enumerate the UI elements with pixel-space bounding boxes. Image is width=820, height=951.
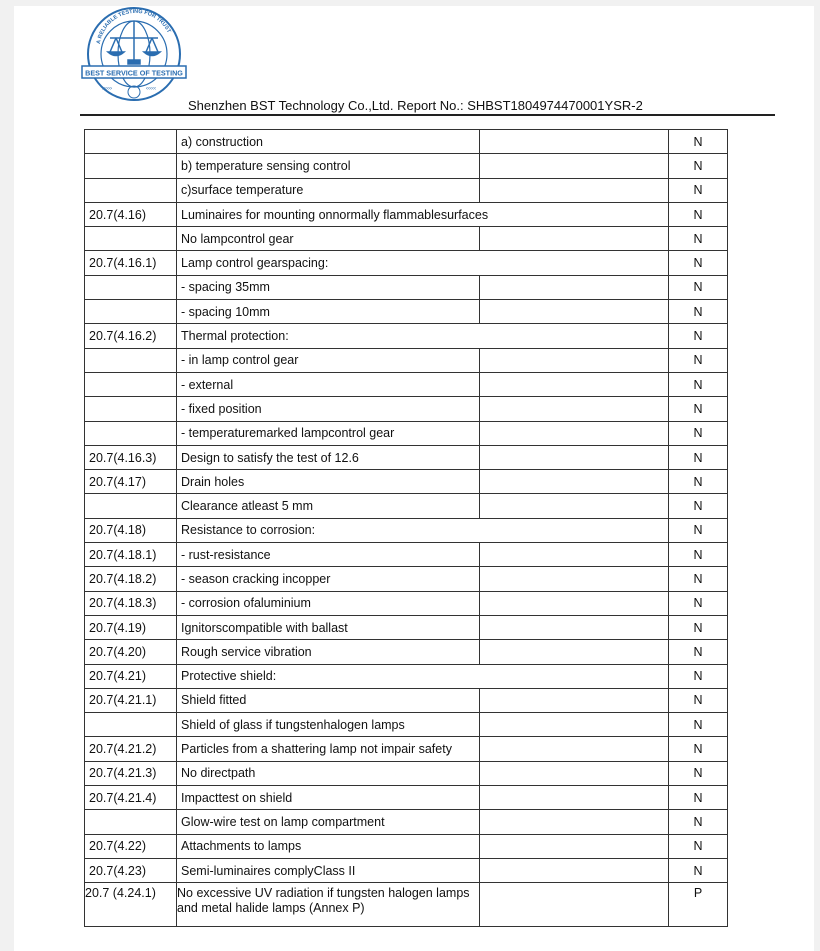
result-cell [480,883,669,927]
requirement-cell: - temperaturemarked lampcontrol gear [177,421,480,445]
verdict-cell: N [669,154,728,178]
test-results-table [84,129,728,927]
result-cell [480,567,669,591]
result-cell [480,640,669,664]
clause-cell: 20.7(4.18.2) [85,567,177,591]
requirement-cell: Glow-wire test on lamp compartment [177,810,480,834]
requirement-cell: Ignitorscompatible with ballast [177,615,480,639]
requirement-cell: - external [177,372,480,396]
result-cell [480,154,669,178]
requirement-cell: Thermal protection: [177,324,669,348]
clause-cell: 20.7(4.17) [85,470,177,494]
requirement-cell: Clearance atleast 5 mm [177,494,480,518]
requirement-cell: a) construction [177,130,480,154]
requirement-cell: Resistance to corrosion: [177,518,669,542]
requirement-cell: Drain holes [177,470,480,494]
clause-cell [85,494,177,518]
table-row [85,761,728,785]
requirement-cell: - fixed position [177,397,480,421]
verdict-cell: N [669,494,728,518]
table-row [85,810,728,834]
requirement-cell: - in lamp control gear [177,348,480,372]
clause-cell [85,810,177,834]
result-cell [480,761,669,785]
clause-cell [85,154,177,178]
table-row [85,883,728,927]
result-cell [480,130,669,154]
verdict-cell: N [669,810,728,834]
clause-cell: 20.7(4.16.1) [85,251,177,275]
result-cell [480,615,669,639]
verdict-cell: N [669,275,728,299]
verdict-cell: N [669,300,728,324]
requirement-cell: - season cracking incopper [177,567,480,591]
clause-cell: 20.7(4.20) [85,640,177,664]
clause-cell: 20.7 (4.24.1) [85,883,177,927]
result-cell [480,397,669,421]
table-row [85,251,728,275]
verdict-cell: N [669,227,728,251]
table-row [85,130,728,154]
table-row [85,421,728,445]
requirement-cell: - corrosion ofaluminium [177,591,480,615]
table-row [85,348,728,372]
clause-cell: 20.7(4.21.1) [85,688,177,712]
clause-cell [85,130,177,154]
result-cell [480,372,669,396]
table-row [85,786,728,810]
verdict-cell: N [669,615,728,639]
table-row [85,202,728,226]
company-logo [80,4,188,108]
clause-cell: 20.7(4.18.1) [85,543,177,567]
requirement-cell: Shield fitted [177,688,480,712]
requirement-cell: - spacing 35mm [177,275,480,299]
clause-cell [85,300,177,324]
verdict-cell: N [669,518,728,542]
verdict-cell: N [669,713,728,737]
table-row [85,858,728,882]
verdict-cell: N [669,640,728,664]
clause-cell [85,275,177,299]
clause-cell: 20.7(4.19) [85,615,177,639]
result-cell [480,470,669,494]
verdict-cell: P [669,883,728,927]
requirement-cell: - rust-resistance [177,543,480,567]
requirement-cell: No excessive UV radiation if tungsten halogen lamps and metal halide lamps (Annex P) [177,883,480,927]
result-cell [480,786,669,810]
verdict-cell: N [669,688,728,712]
clause-cell [85,178,177,202]
report-header: Shenzhen BST Technology Co.,Ltd. Report No.: SHBST1804974470001YSR-2 [188,98,643,113]
result-cell [480,858,669,882]
table-row [85,834,728,858]
requirement-cell: Impacttest on shield [177,786,480,810]
clause-cell [85,348,177,372]
clause-cell: 20.7(4.18) [85,518,177,542]
clause-cell [85,421,177,445]
table-row [85,713,728,737]
verdict-cell: N [669,567,728,591]
table-row [85,227,728,251]
table-row [85,640,728,664]
table-row [85,737,728,761]
clause-cell [85,397,177,421]
requirement-cell: Shield of glass if tungstenhalogen lamps [177,713,480,737]
verdict-cell: N [669,178,728,202]
result-cell [480,178,669,202]
clause-cell: 20.7(4.22) [85,834,177,858]
result-cell [480,591,669,615]
clause-cell: 20.7(4.18.3) [85,591,177,615]
table-row [85,324,728,348]
requirement-cell: Lamp control gearspacing: [177,251,669,275]
table-row [85,688,728,712]
verdict-cell: N [669,421,728,445]
verdict-cell: N [669,372,728,396]
requirement-cell: Particles from a shattering lamp not impair safety [177,737,480,761]
result-cell [480,688,669,712]
logo-arc-textpath: A RELIABLE TESTING FOR TRUST [96,8,172,45]
table-row [85,470,728,494]
verdict-cell: N [669,591,728,615]
clause-cell: 20.7(4.16.2) [85,324,177,348]
verdict-cell: N [669,737,728,761]
result-cell [480,275,669,299]
svg-text:›››››: ››››› [102,86,112,92]
result-cell [480,713,669,737]
clause-cell: 20.7(4.16.3) [85,445,177,469]
verdict-cell: N [669,202,728,226]
table-row [85,178,728,202]
clause-cell: 20.7(4.21) [85,664,177,688]
table-row [85,445,728,469]
clause-cell: 20.7(4.21.4) [85,786,177,810]
verdict-cell: N [669,470,728,494]
table-row [85,567,728,591]
clause-cell [85,227,177,251]
result-cell [480,421,669,445]
verdict-cell: N [669,858,728,882]
requirement-cell: No lampcontrol gear [177,227,480,251]
requirement-cell: Design to satisfy the test of 12.6 [177,445,480,469]
table-row [85,494,728,518]
verdict-cell: N [669,130,728,154]
clause-cell: 20.7(4.21.3) [85,761,177,785]
requirement-cell: Attachments to lamps [177,834,480,858]
requirement-cell: No directpath [177,761,480,785]
table-row [85,664,728,688]
requirement-cell: Semi-luminaires complyClass II [177,858,480,882]
table-row [85,154,728,178]
verdict-cell: N [669,251,728,275]
clause-cell: 20.7(4.16) [85,202,177,226]
verdict-cell: N [669,786,728,810]
result-cell [480,348,669,372]
result-cell [480,737,669,761]
result-cell [480,300,669,324]
result-cell [480,834,669,858]
result-cell [480,543,669,567]
requirement-cell: c)surface temperature [177,178,480,202]
table-row [85,543,728,567]
requirement-cell: - spacing 10mm [177,300,480,324]
table-row [85,397,728,421]
table-row [85,591,728,615]
svg-text:‹‹‹‹‹: ‹‹‹‹‹ [146,86,156,92]
result-cell [480,227,669,251]
requirement-cell: Rough service vibration [177,640,480,664]
verdict-cell: N [669,397,728,421]
requirement-cell: Luminaires for mounting onnormally flammablesurfaces [177,202,669,226]
requirement-cell: Protective shield: [177,664,669,688]
requirement-cell: b) temperature sensing control [177,154,480,178]
clause-cell: 20.7(4.21.2) [85,737,177,761]
clause-cell: 20.7(4.23) [85,858,177,882]
verdict-cell: N [669,445,728,469]
result-cell [480,445,669,469]
verdict-cell: N [669,834,728,858]
verdict-cell: N [669,664,728,688]
verdict-cell: N [669,348,728,372]
result-cell [480,494,669,518]
table-row [85,372,728,396]
logo-banner-text: BEST SERVICE OF TESTING [85,68,183,78]
table-row [85,300,728,324]
table-row [85,615,728,639]
header-divider [80,114,775,116]
verdict-cell: N [669,761,728,785]
table-row [85,275,728,299]
result-cell [480,810,669,834]
verdict-cell: N [669,324,728,348]
clause-cell [85,372,177,396]
clause-cell [85,713,177,737]
verdict-cell: N [669,543,728,567]
table-row [85,518,728,542]
